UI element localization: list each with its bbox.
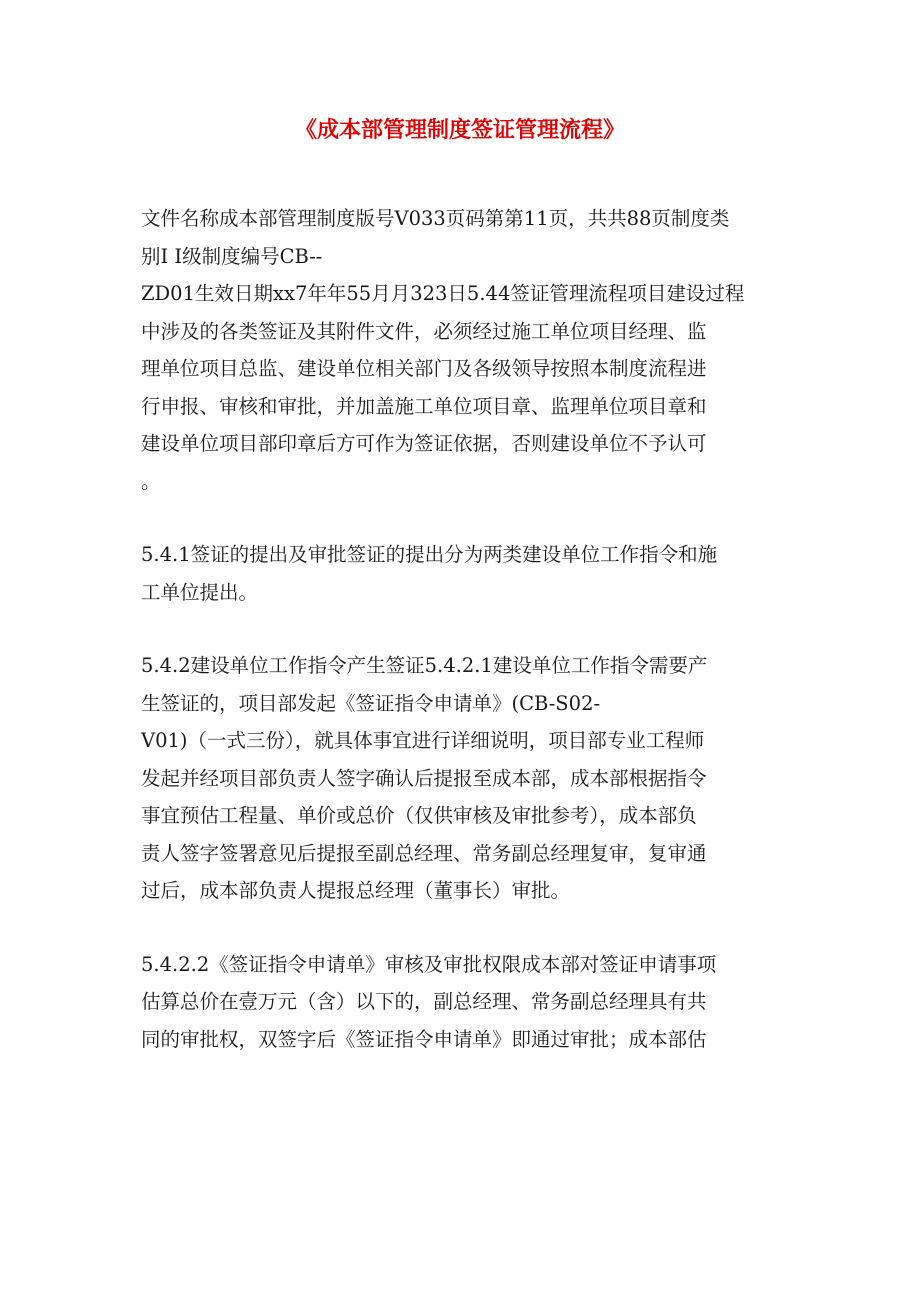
text-line: 估算总价在壹万元（含）以下的，副总经理、常务副总经理具有共 [141,990,707,1013]
paragraph-file-info [141,200,781,500]
text-line: 责人签字签署意见后提报至副总经理、常务副总经理复审，复审通 [141,841,707,865]
text-line: 同的审批权，双签字后《签证指令申请单》即通过审批；成本部估 [141,1027,707,1051]
text-line: 行申报、审核和审批，并加盖施工单位项目章、监理单位项目章和 [141,394,707,418]
text-line: 生签证的，项目部发起《签证指令申请单》(CB-S02- [141,691,601,715]
paragraph-5-4-2-2 [141,946,781,1059]
text-line: 5.4.2.2《签证指令申请单》审核及审批权限成本部对签证申请事项 [141,952,717,976]
document-title: 《成本部管理制度签证管理流程》 [294,117,625,143]
text-line: 5.4.2建设单位工作指令产生签证5.4.2.1建设单位工作指令需要产 [141,654,708,677]
text-line: 过后，成本部负责人提报总经理（董事长）审批。 [141,879,571,902]
text-line: 5.4.1签证的提出及审批签证的提出分为两类建设单位工作指令和施 [141,543,718,566]
text-line: 理单位项目总监、建设单位相关部门及各级领导按照本制度流程进 [141,357,707,380]
paragraph-5-4-1 [141,536,781,611]
text-line: 事宜预估工程量、单价或总价（仅供审核及审批参考），成本部负 [141,804,697,827]
text-line: ZD01生效日期xx7年年55月月323日5.44签证管理流程项目建设过程 [141,282,745,305]
text-line: 发起并经项目部负责人签字确认后提报至成本部，成本部根据指令 [141,766,707,790]
document-body [141,200,781,1094]
text-line: V01)（一式三份），就具体事宜进行详细说明，项目部专业工程师 [141,729,705,752]
text-line: 建设单位项目部印章后方可作为签证依据，否则建设单位不予认可 [141,432,707,455]
text-line: 中涉及的各类签证及其附件文件，必须经过施工单位项目经理、监 [141,319,707,343]
text-line: 文件名称成本部管理制度版号V033页码第第11页，共共88页制度类 [141,207,730,230]
text-line: 别I I级制度编号CB-- [141,244,323,268]
text-line: 工单位提出。 [141,580,259,604]
text-line: 。 [141,469,161,493]
paragraph-5-4-2 [141,647,781,910]
